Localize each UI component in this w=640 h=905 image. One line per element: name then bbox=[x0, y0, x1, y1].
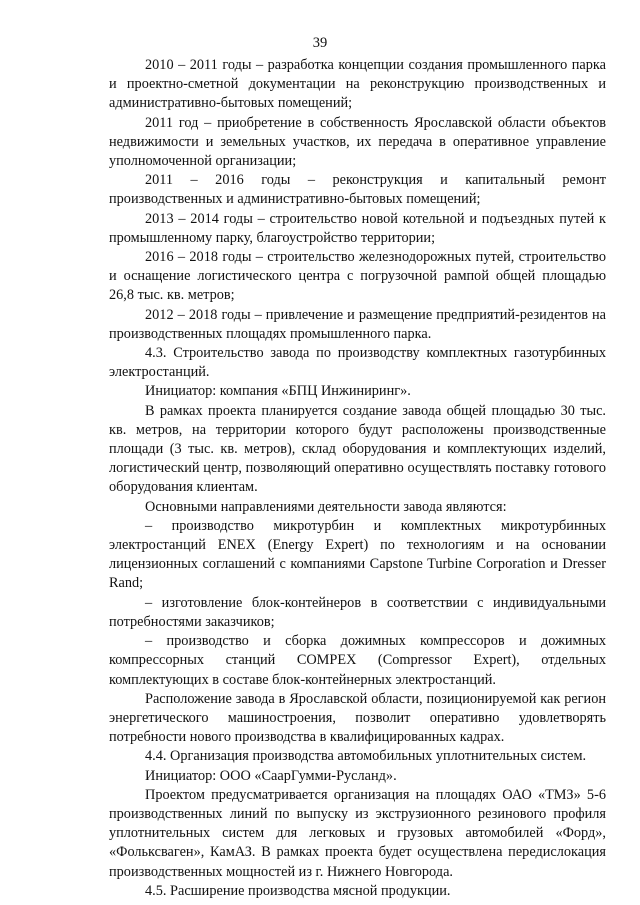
paragraph-2010-2011: 2010 – 2011 годы – разработка концепции создания промышленного парка и проектно-сметной документации на реконструкцию производственных и административно-бытовых помещений; bbox=[109, 57, 606, 112]
list-item-microturbines: – производство микротурбин и комплектных микротурбинных электростанций ENEX (Energy Expert) по технологиям и на основании лицензионных соглашений с компаниями Capstone Turbine Corporation и Dresser Rand; bbox=[109, 517, 606, 592]
page-number: 39 bbox=[312, 35, 328, 51]
list-item-compressors: – производство и сборка дожимных компрессоров и дожимных компрессорных станций COMPEX (Compressor Expert), отдельных комплектующих в составе блок-контейнерных электростанций. bbox=[109, 633, 606, 688]
paragraph-2013-2014: 2013 – 2014 годы – строительство новой котельной и подъездных путей к промышленному парку, благоустройство территории; bbox=[109, 210, 606, 246]
paragraph-2011: 2011 год – приобретение в собственность Ярославской области объектов недвижимости и земельных участков, их передача в оперативное управление уполномоченной организации; bbox=[109, 114, 606, 170]
section-4-3-description: В рамках проекта планируется создание завода общей площадью 30 тыс. кв. метров, на территории которого будут расположены производственные площади (3 тыс. кв. метров), склад оборудования и комплектующих изделий, логистический центр, позволяющий оперативно осуществлять поставку готового оборудования клиентам. bbox=[109, 402, 606, 496]
paragraph-2012-2018: 2012 – 2018 годы – привлечение и размещение предприятий-резидентов на производственных площадях промышленного парка. bbox=[109, 306, 606, 342]
section-4-3-directions-intro: Основными направлениями деятельности завода являются: bbox=[145, 498, 507, 515]
section-4-4-description: Проектом предусматривается организация на площадях ОАО «ТМЗ» 5-6 производственных линий по выпуску из экструзионного резинового профиля уплотнительных систем для легковых и грузовых автомобилей «Форд», «Фольксваген», КамАЗ. В рамках проекта будет осуществлена передислокация производственных мощностей из г. Нижнего Новгорода. bbox=[109, 786, 606, 880]
section-4-3-location: Расположение завода в Ярославской области, позиционируемой как регион энергетического машиностроения, позволит оперативно удовлетворять потребности нового производства в квалифицированных кадрах. bbox=[109, 690, 606, 746]
section-4-4-heading: 4.4. Организация производства автомобильных уплотнительных систем. bbox=[145, 748, 587, 765]
section-4-3-heading: 4.3. Строительство завода по производству комплектных газотурбинных электростанций. bbox=[109, 345, 606, 381]
document-body bbox=[109, 56, 606, 901]
paragraph-2011-2016: 2011 – 2016 годы – реконструкция и капитальный ремонт производственных и административно-бытовых помещений; bbox=[109, 172, 606, 208]
paragraph-2016-2018: 2016 – 2018 годы – строительство железнодорожных путей, строительство и оснащение логистического центра с погрузочной рампой общей площадью 26,8 тыс. кв. метров; bbox=[109, 249, 606, 304]
section-4-4-initiator: Инициатор: ООО «СаарГумми-Русланд». bbox=[145, 767, 397, 784]
section-4-5-heading: 4.5. Расширение производства мясной продукции. bbox=[145, 882, 451, 899]
list-item-block-containers: – изготовление блок-контейнеров в соответствии с индивидуальными потребностями заказчиков; bbox=[109, 594, 606, 630]
section-4-3-initiator: Инициатор: компания «БПЦ Инжиниринг». bbox=[145, 383, 411, 400]
